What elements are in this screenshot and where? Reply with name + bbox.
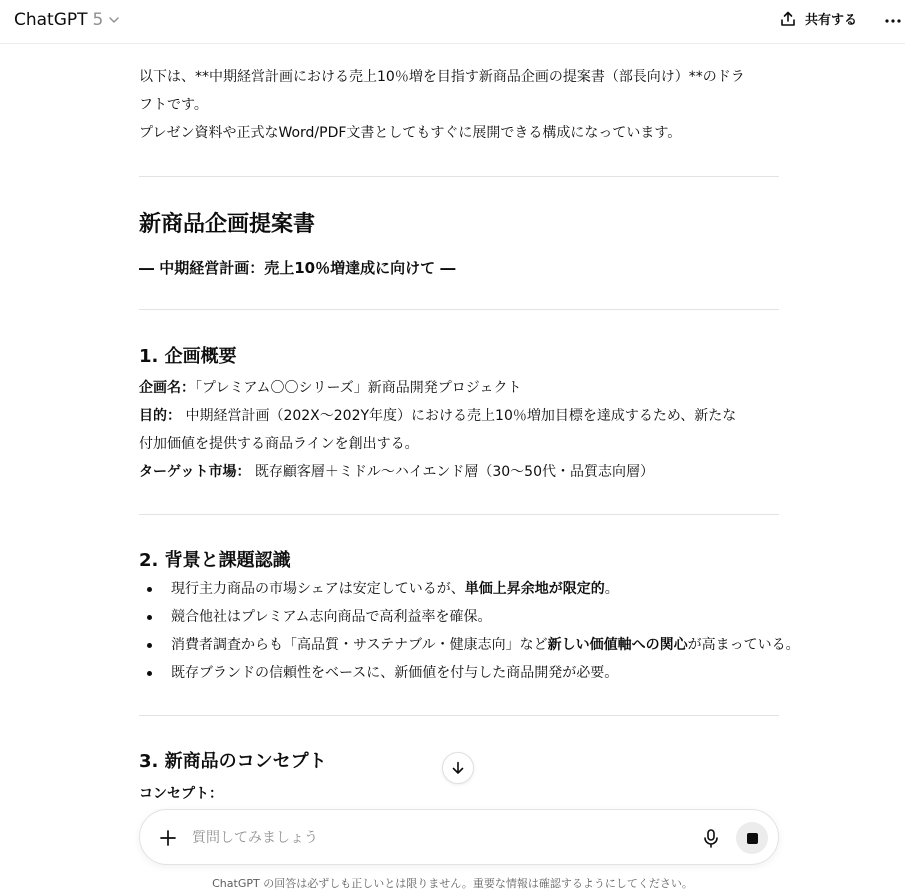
stop-button[interactable]: [736, 822, 768, 854]
share-label: 共有する: [805, 13, 858, 28]
document-title: 新商品企画提案書: [139, 212, 316, 237]
list-item-emphasis: 新しい価値軸への関心: [547, 637, 688, 653]
list-item-text: が高まっている。: [687, 637, 800, 653]
purpose-label: 目的：: [139, 408, 181, 424]
section-2-heading: 2. 背景と課題認識: [139, 550, 291, 571]
arrow-down-icon: [450, 760, 466, 776]
model-version: 5: [92, 10, 104, 30]
composer: [139, 809, 779, 865]
bullet-icon: [147, 643, 152, 648]
bullet-icon: [147, 615, 152, 620]
chevron-down-icon: [108, 14, 120, 26]
divider: [139, 309, 779, 310]
bullet-icon: [147, 671, 152, 676]
project-name-value: 「プレミアム〇〇シリーズ」新商品開発プロジェクト: [195, 380, 522, 396]
plus-icon[interactable]: [156, 826, 180, 850]
purpose-line-2: 付加価値を提供する商品ラインを創出する。: [139, 436, 419, 452]
divider: [139, 176, 779, 177]
concept-label-text: コンセプト：: [139, 786, 223, 802]
list-item-text: 競合他社はプレミアム志向商品で高利益率を確保。: [171, 609, 492, 625]
stop-icon: [747, 833, 758, 844]
divider: [139, 514, 779, 515]
list-item-text: 消費者調査からも「高品質・サステナブル・健康志向」など: [171, 637, 548, 653]
scroll-to-bottom-button[interactable]: [442, 752, 474, 784]
share-button[interactable]: [779, 9, 857, 28]
target-label: ターゲット市場：: [139, 464, 251, 480]
intro-line-2: プレゼン資料や正式なWord/PDF文書としてもすぐに展開できる構成になっています。: [139, 125, 682, 141]
list-item-text: 既存ブランドの信頼性をベースに、新価値を付与した商品開発が必要。: [171, 665, 619, 681]
list-item-emphasis: 単価上昇余地が限定的: [464, 581, 605, 597]
document-subtitle: ― 中期経営計画：売上10％増達成に向けて ―: [139, 259, 456, 277]
share-icon: [779, 10, 797, 28]
target-value: 既存顧客層＋ミドル〜ハイエンド層（30〜50代・品質志向層）: [254, 464, 654, 480]
intro-line-1: 以下は、**中期経営計画における売上10％増を目指す新商品企画の提案書（部長向け）**のドラ: [139, 69, 745, 85]
model-name: ChatGPT: [14, 10, 88, 30]
disclaimer: ChatGPT の回答は必ずしも正しいとは限りません。重要な情報は確認するようにしてください。: [212, 877, 693, 890]
divider: [139, 715, 779, 716]
list-item-text: 現行主力商品の市場シェアは安定しているが、: [171, 581, 465, 597]
section-3-heading: 3. 新商品のコンセプト: [139, 751, 327, 772]
concept-label: [139, 780, 223, 808]
top-bar: [0, 0, 905, 44]
target-line: [139, 458, 654, 486]
project-name-line: [139, 374, 521, 402]
intro-line-1b: フトです。: [139, 97, 208, 113]
prompt-input[interactable]: [192, 822, 692, 854]
more-options-icon[interactable]: [884, 12, 902, 30]
model-switcher[interactable]: [14, 10, 120, 30]
bullet-icon: [147, 587, 152, 592]
list-item-text: 。: [604, 581, 619, 597]
purpose-value: 中期経営計画（202X〜202Y年度）における売上10％増加目標を達成するため、新たな: [185, 408, 737, 424]
section-1-heading: 1. 企画概要: [139, 346, 237, 367]
project-name-label: 企画名：: [139, 380, 195, 396]
purpose-line: [139, 402, 736, 430]
microphone-icon[interactable]: [700, 827, 722, 849]
